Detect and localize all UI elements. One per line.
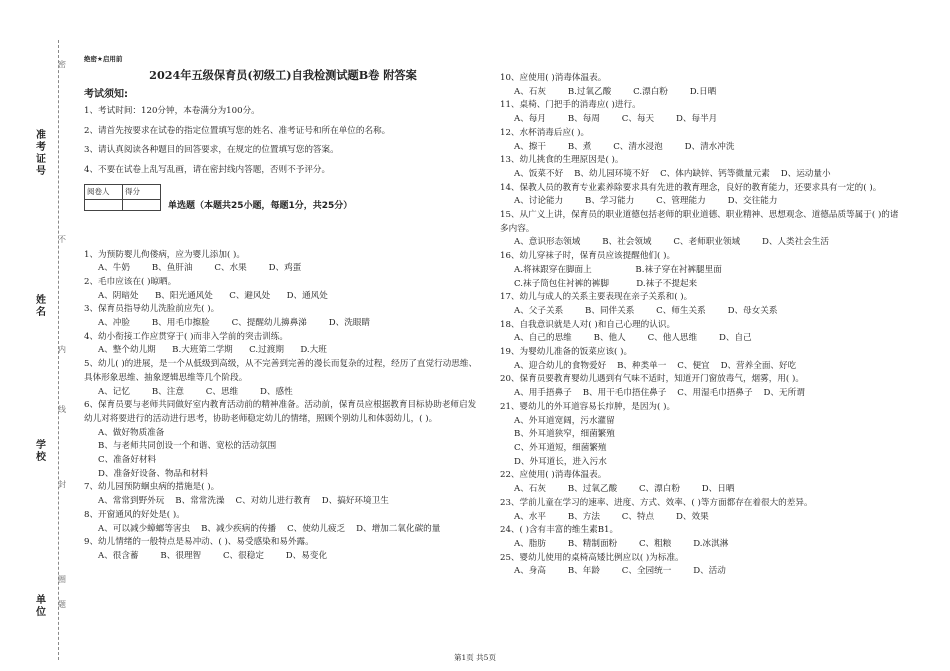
- page-title: 2024年五级保育员(初级工)自我检测试题B卷 附答案: [149, 68, 417, 82]
- question-text: 10、应使用( )消毒体温表。: [500, 73, 607, 83]
- answer-options: D、准备好设备、物品和材料: [98, 468, 209, 479]
- question-text: 1、为预防婴儿佝偻病，应为婴儿添加( )。: [84, 249, 245, 260]
- question-text: 7、幼儿园预防蛔虫病的措施是( )。: [84, 482, 220, 493]
- question-text: 6、保育员要与老师共同做好室内教育活动前的精神准备。活动前，保育员应根据教育目标协助老师启发幼儿对将要进行的活动进行思考，协助老师稳定幼儿的情绪，照顾个别幼儿和体弱幼儿，( )。: [84, 400, 477, 424]
- question-text: 19、为婴幼儿准备的饭菜应该( )。: [500, 347, 633, 358]
- question-text: 23、学前儿童在学习的速率、进度、方式、效率、( )等方面都存在着很大的差异。: [500, 497, 813, 508]
- question-text: 16、幼儿穿袜子时，保育员应该提醒他们( )。: [500, 251, 676, 262]
- section-heading: 单选题（本题共25小题，每题1分，共25分）: [168, 200, 353, 211]
- answer-options: A、擦干 B、煮 C、清水浸泡 D、清水冲洗: [514, 141, 735, 152]
- question-text: 13、幼儿挑食的生理原因是( )。: [500, 155, 624, 166]
- answer-options: D、外耳道长，进入污水: [514, 456, 607, 467]
- answer-options: A、每月 B、每周 C、每天 D、每半月: [514, 114, 718, 125]
- question-list-left: [84, 249, 482, 564]
- seal-mark: 题: [58, 600, 66, 609]
- answer-options: A、很含蓄 B、很理智 C、很稳定 D、易变化: [98, 550, 328, 561]
- page-number: 第1页 共5页: [454, 653, 496, 662]
- question-text: 4、幼小衔接工作应贯穿于( )而非入学前的突击训练。: [84, 331, 288, 342]
- answer-options: A、自己的思维 B、他人 C、他人思维 D、自己: [514, 333, 752, 344]
- answer-options: A、记忆 B、注意 C、思维 D、感性: [98, 386, 293, 397]
- answer-options: A、饭菜不好 B、幼儿园环境不好 C、体内缺锌、钙等微量元素 D、运动量小: [514, 168, 831, 179]
- seal-mark: 线: [58, 405, 66, 414]
- answer-options: A、水平 B、方法 C、特点 D、效果: [514, 511, 709, 522]
- question-text: 5、幼儿( )的进展，是一个从低级到高级，从不完善到完善的漫长而复杂的过程，经历了直觉行动思维、具体形象思维、抽象逻辑思维等几个阶段。: [84, 359, 478, 383]
- binding-margin: [14, 40, 66, 660]
- seal-mark: 内: [58, 345, 66, 354]
- answer-options: A、整个幼儿期 B.大班第二学期 C.过渡期 D.大班: [98, 345, 327, 356]
- seal-mark: 不: [58, 235, 66, 244]
- label-name: 姓名: [36, 295, 46, 318]
- answer-options: A.将袜跟穿在脚面上 B.袜子穿在衬裤腿里面: [514, 264, 722, 275]
- left-column: [84, 40, 482, 564]
- question-text: 3、保育员指导幼儿洗脸前应先( )。: [84, 304, 220, 315]
- question-text: 20、保育员要教育婴幼儿遇到有气味不适时，知道开门窗放毒气，烟雾，用( )。: [500, 374, 804, 385]
- secret-label: 绝密★启用前: [84, 55, 123, 63]
- question-text: 9、幼儿情绪的一般特点是易冲动、( )、易受感染和易外露。: [84, 537, 314, 548]
- answer-options: C、准备好材料: [98, 455, 157, 466]
- label-exam-id: 准考证号: [36, 130, 46, 177]
- answer-options: A、石灰 B、过氧乙酸 C、漂白粉 D、日晒: [514, 484, 735, 495]
- answer-options: B、外耳道狭窄，细菌繁殖: [514, 429, 615, 440]
- question-text: 14、保教人员的教育专业素养除要求具有先进的教育理念，良好的教育能力，还要求具有一定的( )。: [500, 182, 882, 193]
- notice-item: 2、请首先按要求在试卷的指定位置填写您的姓名、准考证号和所在单位的名称。: [84, 125, 391, 136]
- seal-mark: 封: [58, 480, 66, 489]
- notice-item: 1、考试时间：120分钟，本卷满分为100分。: [84, 106, 260, 116]
- question-text: 18、自我意识就是人对( )和自己心理的认识。: [500, 319, 676, 330]
- answer-options: A、身高 B、年龄 C、全园统一 D、活动: [514, 566, 726, 577]
- notice-list: [84, 105, 482, 178]
- score-label: 得分: [123, 184, 161, 199]
- seal-mark: 圈: [58, 575, 66, 584]
- answer-options: A、讨论能力 B、学习能力 C、管理能力 D、交往能力: [514, 196, 778, 207]
- question-text: 8、开窗通风的好处是( )。: [84, 509, 185, 520]
- label-school: 学校: [36, 440, 46, 463]
- answer-options: A、父子关系 B、同伴关系 C、师生关系 D、母女关系: [514, 305, 778, 316]
- answer-options: A、用手捂鼻子 B、用干毛巾捂住鼻子 C、用湿毛巾捂鼻子 D、无所谓: [514, 388, 805, 399]
- answer-options: A、迎合幼儿的食物爱好 B、种类单一 C、便宜 D、营养全面、好吃: [514, 360, 797, 371]
- answer-options: A、冲脸 B、用毛巾擦脸 C、提醒幼儿擤鼻涕 D、洗眼睛: [98, 318, 371, 329]
- score-box: [84, 184, 161, 211]
- answer-options: A、阴暗处 B、阳光通风处 C、避风处 D、通风处: [98, 290, 328, 301]
- notice-item: 4、不要在试卷上乱写乱画，请在密封线内答题，否则不予评分。: [84, 165, 331, 176]
- answer-options: A、脂肪 B、精制面粉 C、粗粮 D.冰淇淋: [514, 538, 729, 549]
- answer-options: A、常常到野外玩 B、常常洗澡 C、对幼儿进行教育 D、搞好环境卫生: [98, 496, 389, 507]
- answer-options: A、外耳道宽阔，污水灌留: [514, 415, 615, 426]
- answer-options: A、意识形态领域 B、社会领域 C、老师职业领域 D、人类社会生活: [514, 237, 829, 248]
- reviewer-field[interactable]: [85, 199, 123, 210]
- question-text: 2、毛巾应该在( )晾晒。: [84, 276, 177, 287]
- question-text: 17、幼儿与成人的关系主要表现在亲子关系和( )。: [500, 292, 693, 303]
- question-list-right: [500, 72, 905, 579]
- answer-options: C、外耳道短，细菌繁殖: [514, 442, 607, 453]
- question-text: 24、( )含有丰富的维生素B1。: [500, 525, 619, 536]
- question-text: 21、婴幼儿的外耳道容易长疖肿，是因为( )。: [500, 401, 676, 412]
- question-text: 22、应使用( )消毒体温表。: [500, 470, 607, 481]
- question-text: 12、水杯消毒后应( )。: [500, 127, 590, 138]
- answer-options: A、可以减少蟑螂等害虫 B、减少疾病的传播 C、使幼儿疲乏 D、增加二氧化碳的量: [98, 523, 441, 534]
- reviewer-label: 阅卷人: [85, 184, 123, 199]
- answer-options: A、做好物质准备: [98, 427, 165, 438]
- seal-mark: 密: [58, 60, 66, 69]
- question-text: 11、桌椅、门把手的消毒应( )进行。: [500, 100, 641, 111]
- answer-options: A、牛奶 B、鱼肝油 C、水果 D、鸡蛋: [98, 263, 302, 274]
- notice-item: 3、请认真阅读各种题目的回答要求，在规定的位置填写您的答案。: [84, 145, 339, 156]
- label-unit: 单位: [36, 595, 46, 618]
- question-text: 25、婴幼儿使用的桌椅高矮比例应以( )为标准。: [500, 552, 684, 563]
- answer-options: C.袜子筒包住衬裤的裤脚 D.袜子不提起来: [514, 278, 698, 289]
- score-field[interactable]: [123, 199, 161, 210]
- answer-options: B、与老师共同创设一个和谐、宽松的活动氛围: [98, 441, 277, 452]
- question-text: 15、从广义上讲，保育员的职业道德包括老师的职业道德、职业精神、思想观念、道德品质等属于( )的诸多内容。: [500, 210, 899, 234]
- notice-heading: 考试须知:: [84, 89, 128, 100]
- answer-options: A、石灰 B.过氧乙酸 C.漂白粉 D.日晒: [514, 86, 717, 97]
